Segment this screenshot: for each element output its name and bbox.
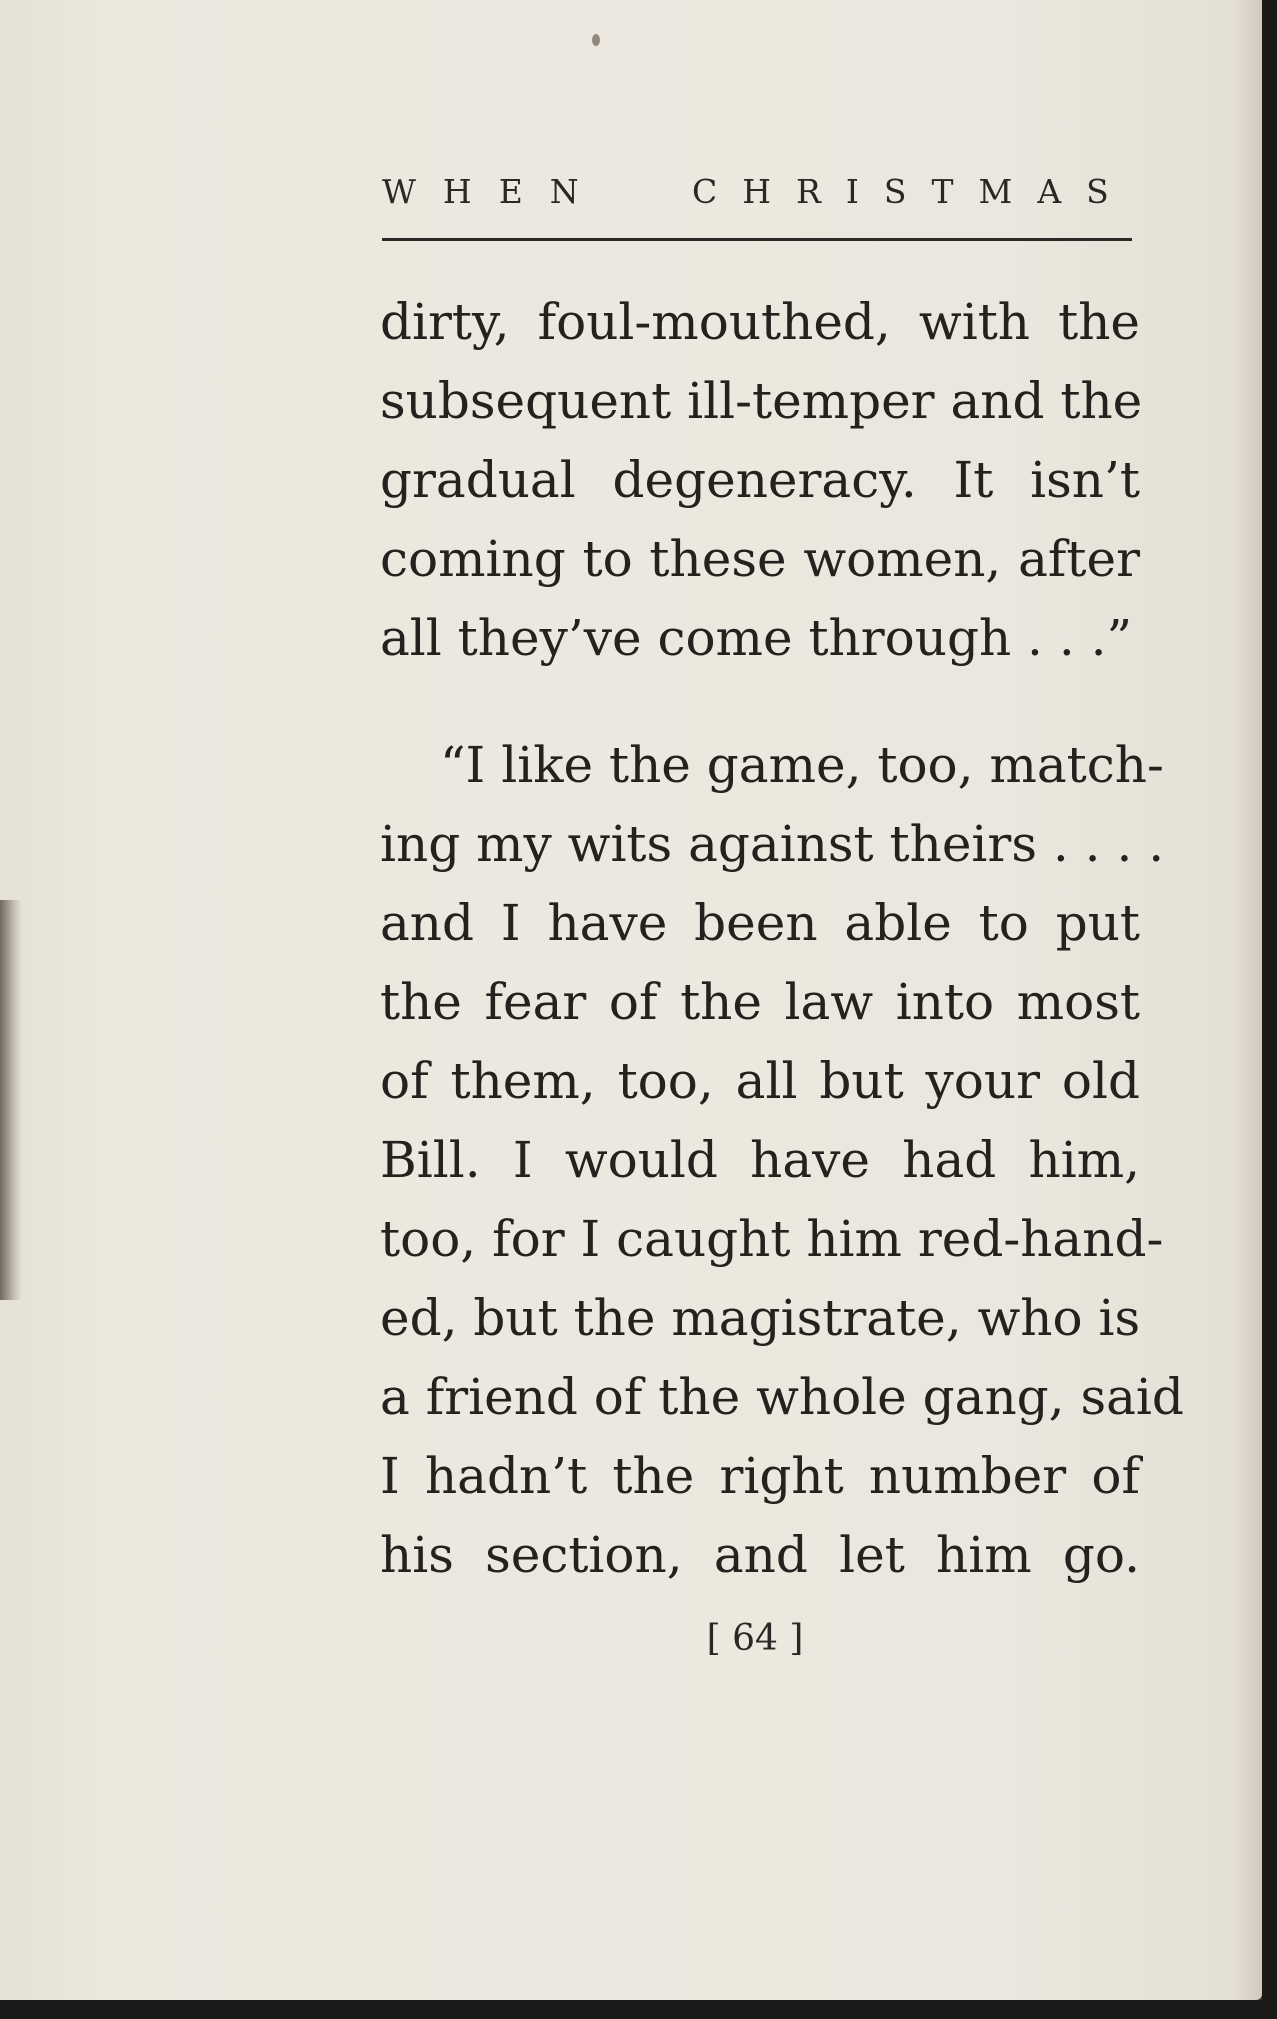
running-head-word-2: CHRISTMAS [692, 172, 1134, 211]
text-line: too, for I caught him red-hand- [380, 1210, 1164, 1268]
ink-speck [592, 34, 600, 46]
text-line: his section, and let him go. [380, 1526, 1140, 1584]
running-head-word-1: WHEN [382, 172, 606, 211]
text-line: all they’ve come through . . .” [380, 609, 1133, 667]
body-text [380, 283, 1184, 1595]
text-line: subsequent ill-temper and the [380, 372, 1143, 430]
text-line: I hadn’t the right number of [380, 1447, 1140, 1505]
text-line: coming to these women, after [380, 530, 1140, 588]
page-number: [ 64 ] [706, 1618, 804, 1659]
text-line: Bill. I would have had him, [380, 1131, 1140, 1189]
text-line: of them, too, all but your old [380, 1052, 1140, 1110]
paragraph-gap [380, 678, 1140, 726]
text-line: “I like the game, too, match- [440, 736, 1164, 794]
text-line: dirty, foul-mouthed, with the [380, 293, 1140, 351]
text-line: ed, but the magistrate, who is [380, 1289, 1141, 1347]
text-line: gradual degeneracy. It isn’t [380, 451, 1140, 509]
text-line: the fear of the law into most [380, 973, 1140, 1031]
header-rule [382, 238, 1132, 241]
text-line: a friend of the whole gang, said [380, 1368, 1184, 1426]
text-line: and I have been able to put [380, 894, 1140, 952]
text-line: ing my wits against theirs . . . . [380, 815, 1165, 873]
paragraph-2 [380, 726, 1184, 1595]
running-head [382, 172, 1142, 216]
paragraph-1 [380, 283, 1143, 678]
